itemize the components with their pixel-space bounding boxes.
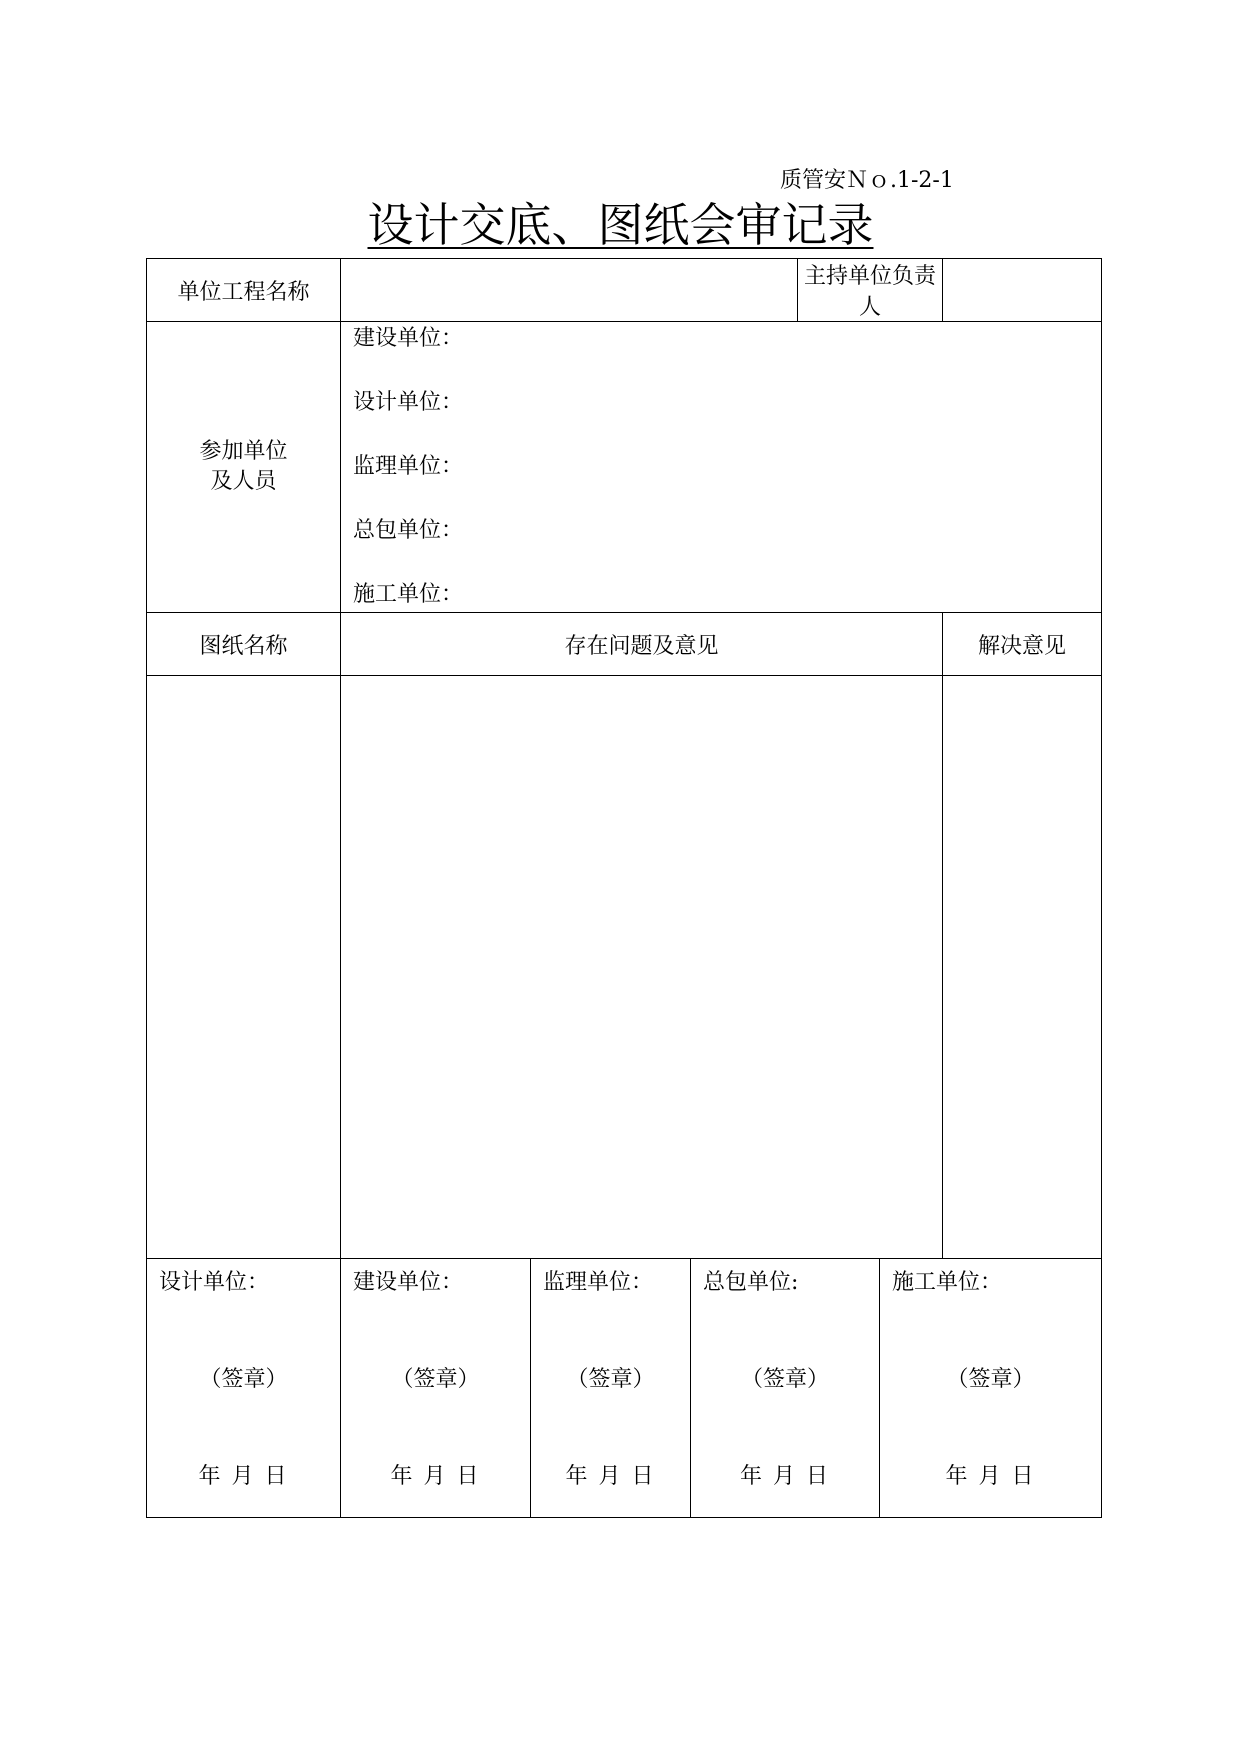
participant-builder-unit: 施工单位： <box>353 582 464 607</box>
signature-unit-label: 监理单位： <box>543 1270 654 1295</box>
column-header-row <box>147 613 1102 676</box>
signature-stamp-label: （签章） <box>199 1367 288 1392</box>
signature-unit-label: 建设单位： <box>353 1270 464 1295</box>
drawing-name-header: 图纸名称 <box>147 613 341 676</box>
resolution-header: 解决意见 <box>943 613 1102 676</box>
signature-row <box>147 1259 1102 1518</box>
signature-general-contractor[interactable] <box>691 1259 880 1518</box>
signature-date-label: 年 月 日 <box>740 1464 830 1489</box>
signature-construction-unit[interactable] <box>341 1259 531 1518</box>
signature-stamp-label: （签章） <box>946 1367 1035 1392</box>
signature-date-label: 年 月 日 <box>390 1464 481 1489</box>
participants-row <box>147 322 1102 613</box>
project-name-label: 单位工程名称 <box>147 259 341 322</box>
signature-supervision-unit[interactable] <box>531 1259 691 1518</box>
participant-supervision-unit: 监理单位： <box>353 454 464 479</box>
host-label: 主持单位负责人 <box>798 259 943 322</box>
participants-label <box>147 322 341 613</box>
content-row <box>147 676 1102 1259</box>
participants-list[interactable] <box>341 322 1102 613</box>
review-record-form <box>146 258 1102 1518</box>
signature-design-unit[interactable] <box>147 1259 341 1518</box>
participants-label-line1: 参加单位 <box>199 439 288 464</box>
drawing-name-cell[interactable] <box>147 676 341 1259</box>
issues-header: 存在问题及意见 <box>341 613 943 676</box>
participant-design-unit: 设计单位： <box>353 390 464 415</box>
document-number: 质管安Ｎｏ.1-2-1 <box>780 168 954 193</box>
page-title <box>0 195 1241 255</box>
signature-unit-label: 总包单位: <box>703 1270 799 1295</box>
signature-date-label: 年 月 日 <box>945 1464 1036 1489</box>
issues-cell[interactable] <box>341 676 943 1259</box>
header-row <box>147 259 1102 322</box>
participant-general-contractor: 总包单位： <box>353 518 464 543</box>
signature-builder-unit[interactable] <box>880 1259 1102 1518</box>
host-field[interactable] <box>943 259 1102 322</box>
signature-unit-label: 设计单位： <box>159 1270 270 1295</box>
resolution-cell[interactable] <box>943 676 1102 1259</box>
participant-construction-unit: 建设单位： <box>353 326 464 351</box>
signature-date-label: 年 月 日 <box>198 1464 289 1489</box>
page-title-text: 设计交底、图纸会审记录 <box>367 198 874 252</box>
signature-stamp-label: （签章） <box>391 1367 480 1392</box>
participants-label-line2: 及人员 <box>210 469 277 494</box>
signature-date-label: 年 月 日 <box>565 1464 656 1489</box>
signature-unit-label: 施工单位： <box>892 1270 1003 1295</box>
project-name-field[interactable] <box>341 259 798 322</box>
signature-stamp-label: （签章） <box>566 1367 655 1392</box>
signature-stamp-label: （签章） <box>741 1367 830 1392</box>
